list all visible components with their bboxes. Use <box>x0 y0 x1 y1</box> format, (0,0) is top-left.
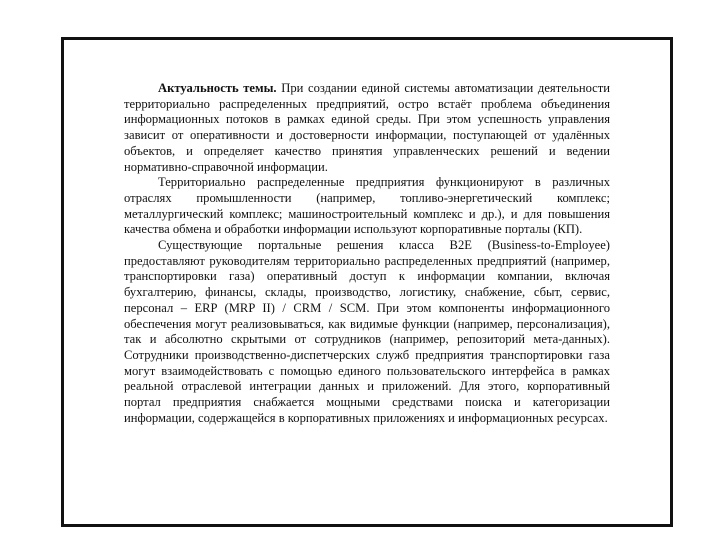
paragraph-text: При создании единой системы автоматизации деятельности территориально распределенных предприятий, остро встаёт проблема объединения информационных потоков в рамках единой среды. При этом успешность управления зависит от оперативности и достоверности информации, поступающей от удалённых объектов, и определяет качество принятия управленческих решений и ведении нормативно-справочной информации. <box>124 81 611 174</box>
paragraph-relevance <box>124 81 610 175</box>
paragraph-portal-solutions: Существующие портальные решения класса B2E (Business-to-Employee) предоставляют руководителям территориально распределенных предприятий (например, транспортировки газа) оперативный доступ к информации компании, включая бухгалтерию, финансы, склады, производство, логистику, снабжение, сбыт, сервис, персонал – ERP (MRP II) / CRM / SCM. При этом компоненты информационного обеспечения могут реализовываться, как видимые функции (например, персонализация), так и абсолютно скрытыми от сотрудников (например, репозиторий мета-данных). Сотрудники производственно-диспетчерских служб предприятия транспортировки газа могут взаимодействовать с помощью единого пользовательского интерфейса в рамках реальной отраслевой интеграции данных и приложений. Для этого, корпоративный портал предприятия снабжается мощными средствами поиска и категоризации информации, содержащейся в корпоративных приложениях и информационных ресурсах. <box>124 238 610 425</box>
document-page <box>61 37 673 527</box>
paragraph-distributed-enterprises: Территориально распределенные предприятия функционируют в различных отраслях промышленности (например, топливо-энергетический комплекс; металлургический комплекс; машиностроительный комплекс и др.), и для повышения качества обмена и обработки информации используют корпоративные порталы (КП). <box>124 175 610 237</box>
document-body <box>124 81 610 426</box>
paragraph-lead-heading: Актуальность темы. <box>158 81 277 95</box>
